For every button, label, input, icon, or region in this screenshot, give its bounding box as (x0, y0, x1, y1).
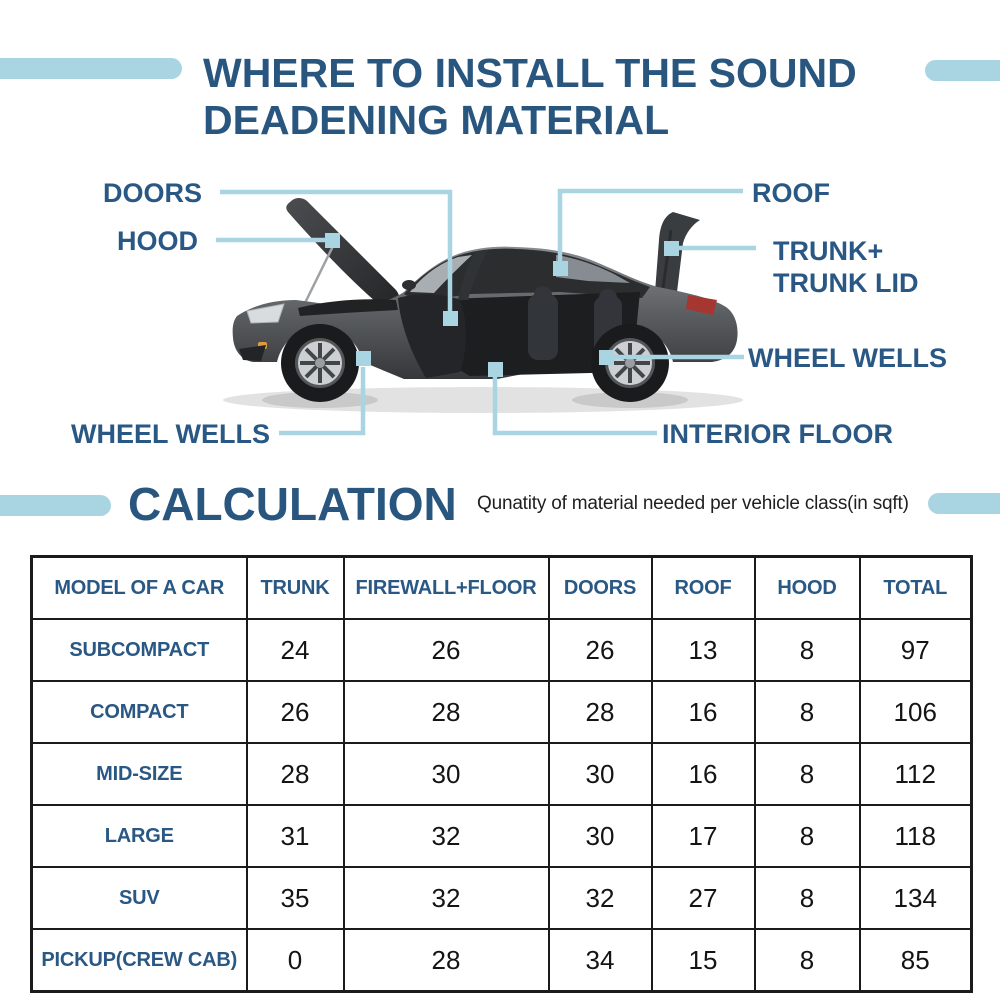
label-wheel-wells-left: WHEEL WELLS (71, 419, 270, 449)
label-roof: ROOF (752, 178, 830, 208)
col-header-hood: HOOD (755, 557, 860, 620)
value-cell: 28 (247, 743, 344, 805)
col-header-firewall: FIREWALL+FLOOR (344, 557, 549, 620)
table-row (32, 805, 972, 867)
value-cell: 16 (652, 743, 755, 805)
material-quantity-table (30, 555, 973, 993)
value-cell: 30 (549, 805, 652, 867)
label-trunk-line1: TRUNK+ (773, 236, 884, 266)
value-cell: 24 (247, 619, 344, 681)
value-cell: 106 (860, 681, 972, 743)
car-illustration (223, 198, 743, 413)
open-hood (286, 198, 399, 308)
value-cell: 134 (860, 867, 972, 929)
value-cell: 8 (755, 681, 860, 743)
value-cell: 8 (755, 929, 860, 992)
value-cell: 30 (549, 743, 652, 805)
endpoint-hood (325, 233, 340, 248)
value-cell: 28 (549, 681, 652, 743)
value-cell: 27 (652, 867, 755, 929)
endpoint-doors (443, 311, 458, 326)
accent-bar-calc-right (928, 493, 1000, 514)
col-header-total: TOTAL (860, 557, 972, 620)
endpoint-interior-floor (488, 362, 503, 377)
col-header-doors: DOORS (549, 557, 652, 620)
model-cell: MID-SIZE (32, 743, 247, 805)
value-cell: 0 (247, 929, 344, 992)
col-header-model: MODEL OF A CAR (32, 557, 247, 620)
endpoint-trunk (664, 241, 679, 256)
value-cell: 26 (549, 619, 652, 681)
col-header-trunk: TRUNK (247, 557, 344, 620)
table-row (32, 619, 972, 681)
value-cell: 8 (755, 743, 860, 805)
model-cell: SUBCOMPACT (32, 619, 247, 681)
value-cell: 112 (860, 743, 972, 805)
value-cell: 31 (247, 805, 344, 867)
side-mirror (402, 280, 416, 290)
label-interior-floor: INTERIOR FLOOR (662, 419, 893, 449)
calculation-subtitle: Qunatity of material needed per vehicle class(in sqft) (477, 493, 909, 514)
page-title-line1: WHERE TO INSTALL THE SOUND (203, 50, 857, 96)
model-cell: COMPACT (32, 681, 247, 743)
label-trunk-line2: TRUNK LID (773, 268, 919, 298)
col-header-roof: ROOF (652, 557, 755, 620)
accent-bar-calc-left (0, 495, 111, 516)
value-cell: 35 (247, 867, 344, 929)
label-wheel-wells-right: WHEEL WELLS (748, 343, 947, 373)
value-cell: 26 (247, 681, 344, 743)
value-cell: 28 (344, 929, 549, 992)
value-cell: 32 (344, 867, 549, 929)
front-wheel (281, 324, 359, 402)
value-cell: 34 (549, 929, 652, 992)
label-trunk (773, 235, 918, 299)
model-cell: SUV (32, 867, 247, 929)
value-cell: 97 (860, 619, 972, 681)
model-cell: PICKUP(CREW CAB) (32, 929, 247, 992)
table-row (32, 743, 972, 805)
connector-roof (560, 191, 743, 261)
value-cell: 8 (755, 867, 860, 929)
hood-prop-rod (305, 240, 336, 303)
calculation-heading: CALCULATION (128, 478, 457, 530)
value-cell: 30 (344, 743, 549, 805)
value-cell: 15 (652, 929, 755, 992)
table-row (32, 681, 972, 743)
value-cell: 16 (652, 681, 755, 743)
endpoint-wheel-wells-left (356, 351, 371, 366)
value-cell: 8 (755, 805, 860, 867)
value-cell: 13 (652, 619, 755, 681)
endpoint-roof (553, 261, 568, 276)
value-cell: 85 (860, 929, 972, 992)
table-row (32, 929, 972, 992)
value-cell: 26 (344, 619, 549, 681)
value-cell: 118 (860, 805, 972, 867)
value-cell: 32 (549, 867, 652, 929)
label-doors: DOORS (103, 178, 203, 208)
table-header-row (32, 557, 972, 620)
value-cell: 32 (344, 805, 549, 867)
endpoint-wheel-wells-right (599, 350, 614, 365)
label-hood: HOOD (117, 226, 198, 256)
table-row (32, 867, 972, 929)
value-cell: 17 (652, 805, 755, 867)
value-cell: 28 (344, 681, 549, 743)
model-cell: LARGE (32, 805, 247, 867)
page-title-line2: DEADENING MATERIAL (203, 97, 670, 143)
value-cell: 8 (755, 619, 860, 681)
